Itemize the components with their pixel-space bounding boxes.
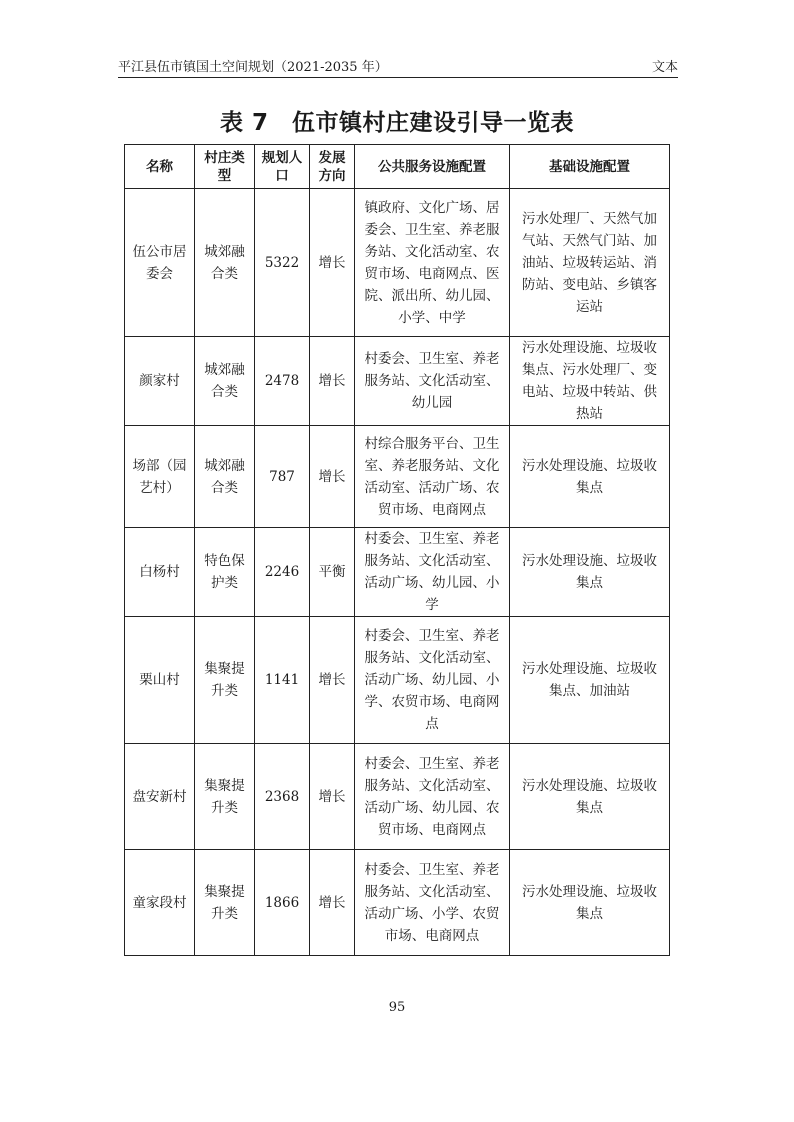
- cell-direction: 增长: [310, 426, 355, 528]
- cell-name: 场部（园艺村）: [125, 426, 195, 528]
- cell-name: 颜家村: [125, 337, 195, 426]
- table-header-row: [125, 145, 670, 189]
- cell-population: 2478: [255, 337, 310, 426]
- village-guidance-table: [124, 144, 670, 956]
- cell-direction: 平衡: [310, 528, 355, 617]
- table-row: [125, 337, 670, 426]
- page-number: 95: [388, 1000, 406, 1015]
- cell-public-services: 村委会、卫生室、养老服务站、文化活动室、幼儿园: [355, 337, 510, 426]
- table-row: [125, 744, 670, 850]
- column-header-population: 规划人口: [255, 145, 310, 189]
- cell-name: 伍公市居委会: [125, 189, 195, 337]
- cell-population: 2246: [255, 528, 310, 617]
- header-divider: [118, 77, 678, 78]
- cell-name: 盘安新村: [125, 744, 195, 850]
- cell-public-services: 村委会、卫生室、养老服务站、文化活动室、活动广场、幼儿园、小学: [355, 528, 510, 617]
- cell-population: 1866: [255, 850, 310, 956]
- column-header-public-services: 公共服务设施配置: [355, 145, 510, 189]
- cell-type: 特色保护类: [195, 528, 255, 617]
- cell-name: 白杨村: [125, 528, 195, 617]
- cell-infrastructure: 污水处理设施、垃圾收集点: [510, 426, 670, 528]
- cell-population: 5322: [255, 189, 310, 337]
- cell-type: 集聚提升类: [195, 850, 255, 956]
- running-header: [118, 56, 678, 76]
- cell-population: 787: [255, 426, 310, 528]
- column-header-type: 村庄类型: [195, 145, 255, 189]
- table-row: [125, 850, 670, 956]
- table-row: [125, 617, 670, 744]
- header-document-title: 平江县伍市镇国土空间规划（2021-2035 年）: [118, 60, 388, 75]
- table-row: [125, 189, 670, 337]
- cell-direction: 增长: [310, 617, 355, 744]
- cell-population: 1141: [255, 617, 310, 744]
- cell-direction: 增长: [310, 189, 355, 337]
- cell-population: 2368: [255, 744, 310, 850]
- table-row: [125, 426, 670, 528]
- cell-name: 童家段村: [125, 850, 195, 956]
- cell-infrastructure: 污水处理厂、天然气加气站、天然气门站、加油站、垃圾转运站、消防站、变电站、乡镇客运站: [510, 189, 670, 337]
- cell-infrastructure: 污水处理设施、垃圾收集点: [510, 744, 670, 850]
- cell-name: 栗山村: [125, 617, 195, 744]
- cell-type: 城郊融合类: [195, 426, 255, 528]
- table-row: [125, 528, 670, 617]
- column-header-infrastructure: 基础设施配置: [510, 145, 670, 189]
- cell-public-services: 村委会、卫生室、养老服务站、文化活动室、活动广场、幼儿园、小学、农贸市场、电商网点: [355, 617, 510, 744]
- cell-type: 集聚提升类: [195, 744, 255, 850]
- column-header-name: 名称: [125, 145, 195, 189]
- cell-infrastructure: 污水处理设施、垃圾收集点、加油站: [510, 617, 670, 744]
- cell-type: 城郊融合类: [195, 337, 255, 426]
- cell-public-services: 村综合服务平台、卫生室、养老服务站、文化活动室、活动广场、农贸市场、电商网点: [355, 426, 510, 528]
- cell-direction: 增长: [310, 744, 355, 850]
- cell-direction: 增长: [310, 337, 355, 426]
- cell-public-services: 村委会、卫生室、养老服务站、文化活动室、活动广场、小学、农贸市场、电商网点: [355, 850, 510, 956]
- table-title: 表 7 伍市镇村庄建设引导一览表: [219, 110, 574, 136]
- header-section-label: 文本: [651, 60, 678, 75]
- cell-public-services: 镇政府、文化广场、居委会、卫生室、养老服务站、文化活动室、农贸市场、电商网点、医院、派出所、幼儿园、小学、中学: [355, 189, 510, 337]
- cell-direction: 增长: [310, 850, 355, 956]
- cell-infrastructure: 污水处理设施、垃圾收集点: [510, 850, 670, 956]
- cell-type: 集聚提升类: [195, 617, 255, 744]
- cell-infrastructure: 污水处理设施、垃圾收集点、污水处理厂、变电站、垃圾中转站、供热站: [510, 337, 670, 426]
- cell-infrastructure: 污水处理设施、垃圾收集点: [510, 528, 670, 617]
- cell-public-services: 村委会、卫生室、养老服务站、文化活动室、活动广场、幼儿园、农贸市场、电商网点: [355, 744, 510, 850]
- column-header-direction: 发展方向: [310, 145, 355, 189]
- cell-type: 城郊融合类: [195, 189, 255, 337]
